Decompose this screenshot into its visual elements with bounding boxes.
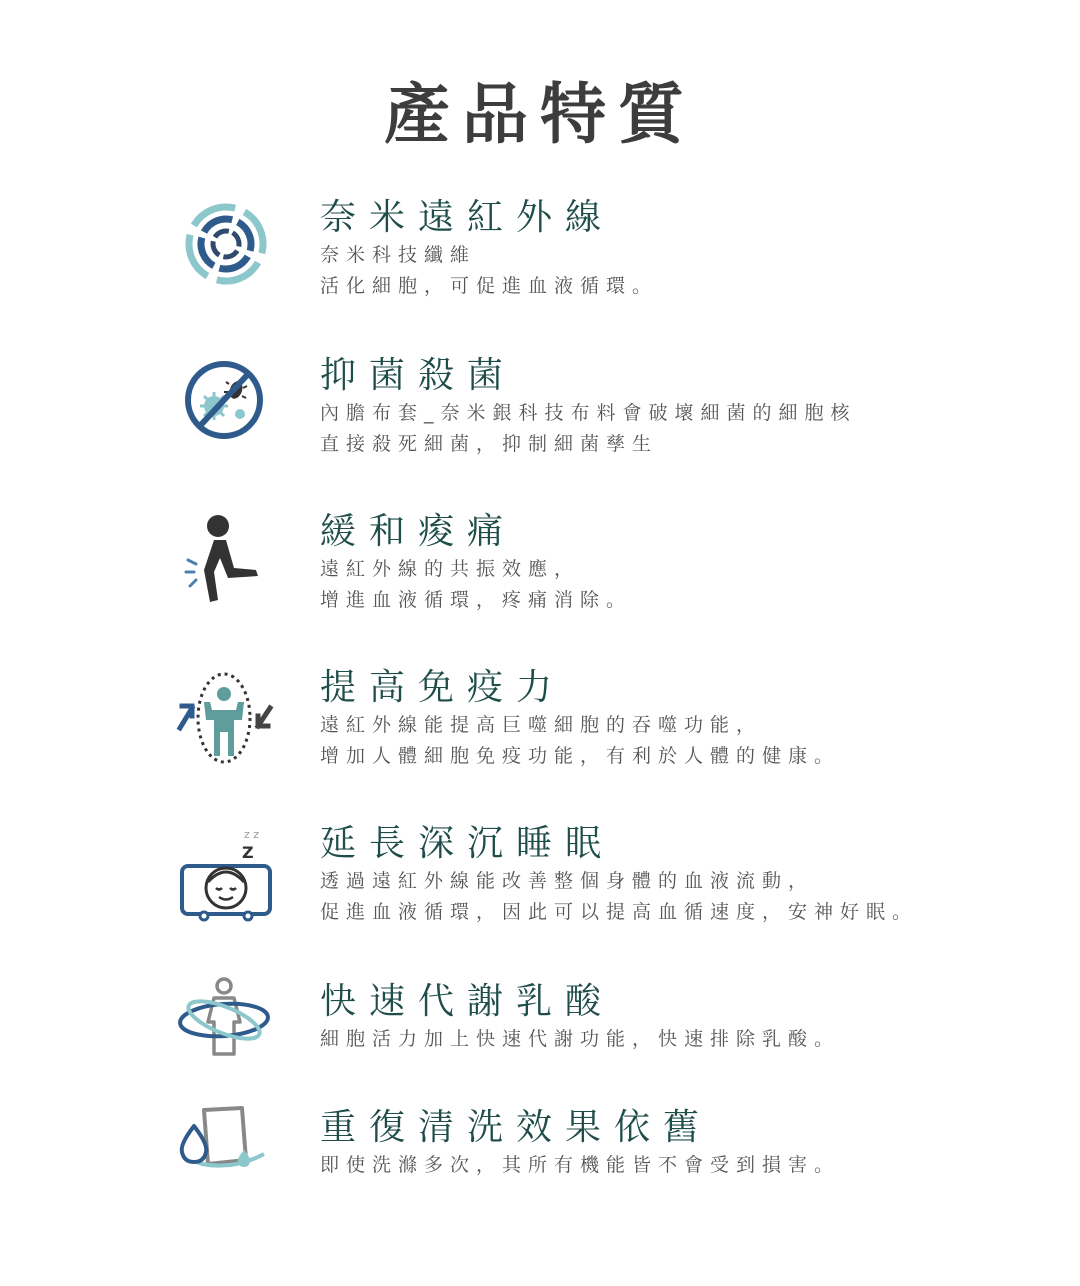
feature-description-line: 直接殺死細菌，抑制細菌孳生 [320,433,659,455]
feature-description-line: 奈米科技纖維 [320,244,477,266]
feature-lactic-acid [0,980,1080,1110]
feature-washable [0,1106,1080,1236]
feature-far-infrared [0,196,1080,326]
feature-pain-relief [0,510,1080,640]
feature-immunity [0,666,1080,796]
feature-description-line: 細胞活力加上快速代謝功能，快速排除乳酸。 [320,1028,841,1050]
feature-heading: 奈米遠紅外線 [320,197,615,238]
feature-description-line: 即使洗滌多次，其所有機能皆不會受到損害。 [320,1154,841,1176]
antibacterial-icon [174,348,278,452]
immunity-shield-icon [174,666,278,770]
feature-description-line: 透過遠紅外線能改善整個身體的血液流動， [320,870,815,892]
feature-description-line: 增加人體細胞免疫功能，有利於人體的健康。 [320,745,841,767]
feature-heading: 提高免疫力 [320,667,566,708]
washable-water-icon [174,1098,278,1202]
feature-heading: 抑菌殺菌 [320,355,517,396]
svg-text:Z: Z [242,843,254,862]
feature-description-line: 遠紅外線的共振效應， [320,558,581,580]
page-title: 產品特質 [384,76,696,153]
feature-description-line: 活化細胞，可促進血液循環。 [320,275,659,297]
feature-antibacterial [0,354,1080,484]
feature-description-line: 增進血液循環，疼痛消除。 [320,589,633,611]
feature-heading: 重復清洗效果依舊 [320,1107,713,1148]
feature-heading: 延長深沉睡眠 [320,823,615,864]
far-infrared-target-icon [174,196,278,300]
metabolism-body-icon [174,972,278,1076]
feature-description-line: 促進血液循環，因此可以提高血循速度，安神好眠。 [320,901,919,923]
svg-text:z z: z z [244,828,260,841]
feature-heading: 快速代謝乳酸 [320,981,615,1022]
feature-description-line: 遠紅外線能提高巨噬細胞的吞噬功能， [320,714,763,736]
feature-description-line: 內膽布套_奈米銀科技布料會破壞細菌的細胞核 [320,402,857,424]
feature-deep-sleep [0,822,1080,952]
sleep-pillow-icon [174,826,278,930]
feature-heading: 緩和痠痛 [320,511,517,552]
knee-pain-icon [174,510,278,614]
